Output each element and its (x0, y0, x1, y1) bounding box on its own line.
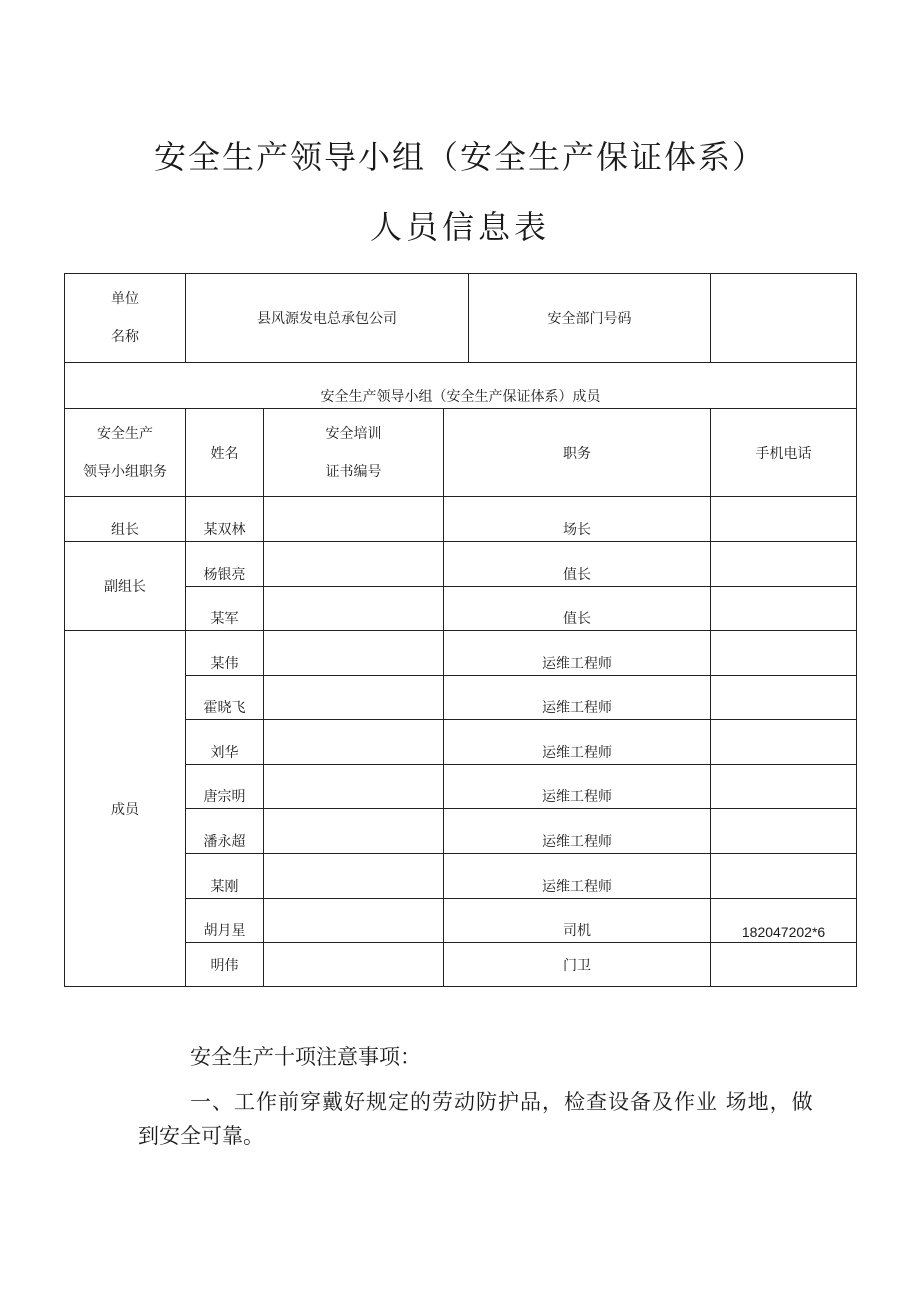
safety-dept-label: 安全部门号码 (547, 311, 632, 327)
group-members: 成员 (65, 631, 186, 987)
person-position: 司机 (444, 899, 711, 943)
section-header: 安全生产领导小组（安全生产保证体系）成员 (65, 363, 857, 409)
person-position: 运维工程师 (444, 765, 711, 809)
person-position: 值长 (444, 542, 711, 587)
person-name: 霍晓飞 (186, 676, 264, 720)
person-name: 潘永超 (186, 809, 264, 854)
person-position: 场长 (444, 497, 711, 542)
unit-label-cell (65, 274, 186, 363)
cert-number (264, 542, 444, 587)
person-phone: 182047202*6 (711, 899, 857, 943)
cert-number (264, 943, 444, 987)
person-phone (711, 943, 857, 987)
person-position: 运维工程师 (444, 854, 711, 899)
table-row (65, 542, 857, 587)
person-name: 唐宗明 (186, 765, 264, 809)
section-header-row (65, 363, 857, 409)
cert-number (264, 765, 444, 809)
notes-item-1 (138, 1085, 854, 1153)
person-phone (711, 720, 857, 765)
person-position: 运维工程师 (444, 631, 711, 676)
cert-number (264, 720, 444, 765)
personnel-info-table (64, 273, 857, 987)
person-phone (711, 497, 857, 542)
person-phone (711, 676, 857, 720)
person-name: 明伟 (186, 943, 264, 987)
col-cert-line2: 证书编号 (325, 463, 382, 480)
col-phone-header: 手机电话 (711, 409, 857, 497)
cert-number (264, 631, 444, 676)
person-name: 某军 (186, 587, 264, 631)
person-phone (711, 809, 857, 854)
person-phone (711, 631, 857, 676)
person-name: 某伟 (186, 631, 264, 676)
col-role-line1: 安全生产 (97, 425, 153, 442)
group-deputy: 副组长 (65, 542, 186, 631)
col-position-header: 职务 (444, 409, 711, 497)
cert-number (264, 676, 444, 720)
safety-dept-number (711, 274, 857, 363)
cert-number (264, 809, 444, 854)
unit-name-cell (186, 274, 711, 363)
col-name-header: 姓名 (186, 409, 264, 497)
notes-heading: 安全生产十项注意事项： (190, 1045, 421, 1069)
col-role-line2: 领导小组职务 (83, 463, 167, 480)
notes-item-1-line2: 到安全可靠。 (138, 1124, 264, 1148)
notes-item-1-line1: 一、工作前穿戴好规定的劳动防护品，检查设备及作业 场地，做 (190, 1090, 814, 1114)
document-title: 安全生产领导小组（安全生产保证体系） (153, 138, 766, 176)
table-row (65, 631, 857, 676)
person-position: 运维工程师 (444, 809, 711, 854)
person-name: 杨银亮 (186, 542, 264, 587)
person-phone (711, 854, 857, 899)
person-position: 门卫 (444, 943, 711, 987)
unit-label-line2: 名称 (111, 329, 139, 345)
cert-number (264, 854, 444, 899)
person-name: 某刚 (186, 854, 264, 899)
person-name: 某双林 (186, 497, 264, 542)
person-phone (711, 587, 857, 631)
person-position: 运维工程师 (444, 720, 711, 765)
col-cert-header (264, 409, 444, 497)
cert-number (264, 587, 444, 631)
col-cert-line1: 安全培训 (325, 425, 382, 442)
person-position: 值长 (444, 587, 711, 631)
person-phone (711, 542, 857, 587)
person-name: 刘华 (186, 720, 264, 765)
person-phone (711, 765, 857, 809)
column-header-row (65, 409, 857, 497)
cert-number (264, 899, 444, 943)
unit-row (65, 274, 857, 363)
document-subtitle: 人员信息表 (369, 208, 550, 246)
person-position: 运维工程师 (444, 676, 711, 720)
person-name: 胡月星 (186, 899, 264, 943)
unit-name: 县风源发电总承包公司 (186, 274, 469, 362)
table-row (65, 497, 857, 542)
group-leader: 组长 (65, 497, 186, 542)
cert-number (264, 497, 444, 542)
unit-label-line1: 单位 (111, 291, 139, 307)
col-role-header (65, 409, 186, 497)
